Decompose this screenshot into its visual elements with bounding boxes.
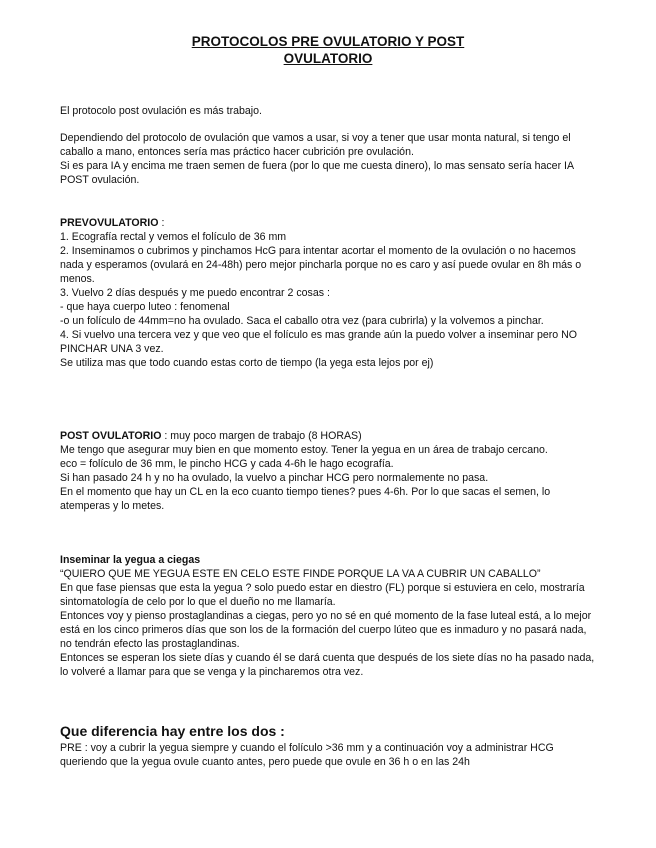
list-item: 3. Vuelvo 2 días después y me puedo encontrar 2 cosas : bbox=[60, 287, 330, 299]
list-item: Entonces voy y pienso prostaglandinas a ciegas, pero yo no sé en qué momento de la fase luteal está, a lo mejor está en los cinco primeros días que son los de la formación del cuerpo lúteo que es inmaduro y no pasará nada, no tendrán efecto las prostaglandinas. bbox=[60, 610, 592, 650]
section-heading: POST OVULATORIO : muy poco margen de trabajo (8 HORAS) bbox=[60, 430, 362, 442]
intro-paragraph-1: El protocolo post ovulación es más trabajo. bbox=[60, 105, 262, 117]
section-heading-diferencia: Que diferencia hay entre los dos : bbox=[60, 723, 285, 739]
title-line-1: PROTOCOLOS PRE OVULATORIO Y POST bbox=[191, 34, 465, 49]
section-heading: PREVOVULATORIO : bbox=[60, 217, 165, 229]
list-item: 4. Si vuelvo una tercera vez y que veo que el folículo es mas grande aún la puedo volver a inseminar pero NO PINCHAR UNA 3 vez. bbox=[60, 329, 578, 355]
title-line-2: OVULATORIO bbox=[283, 51, 373, 66]
list-item: -o un folículo de 44mm=no ha ovulado. Saca el caballo otra vez (para cubrirla) y la volvemos a pinchar. bbox=[60, 315, 544, 327]
section-prevovulatorio bbox=[60, 216, 596, 370]
list-item: 2. Inseminamos o cubrimos y pinchamos HcG para intentar acortar el momento de la ovulación o no hacemos nada y esperamos (ovulará en 24-48h) pero mejor pincharla porque no es caro y así puede ovular en 8h más o menos. bbox=[60, 245, 582, 285]
list-item: Me tengo que asegurar muy bien en que momento estoy. Tener la yegua en un área de trabajo cercano. bbox=[60, 444, 548, 456]
list-item: Entonces se esperan los siete días y cuando él se dará cuenta que después de los siete días no ha pasado nada, lo volveré a llamar para que se venga y la pincharemos otra vez. bbox=[60, 652, 595, 678]
list-item: 1. Ecografía rectal y vemos el folículo de 36 mm bbox=[60, 231, 287, 243]
section-inseminar-a-ciegas bbox=[60, 553, 596, 679]
list-item: Se utiliza mas que todo cuando estas corto de tiempo (la yega esta lejos por ej) bbox=[60, 357, 434, 369]
list-item: eco = folículo de 36 mm, le pincho HCG y cada 4-6h le hago ecografía. bbox=[60, 458, 394, 470]
intro-paragraph-2: Dependiendo del protocolo de ovulación que vamos a usar, si voy a tener que usar monta natural, si tengo el caballo a mano, entonces sería mas práctico hacer cubrición pre ovulación. Si es para IA y encima me traen semen de fuera (por lo que me cuesta dinero), lo mas sensato sería hacer IA POST ovulación. bbox=[60, 132, 574, 186]
list-item: “QUIERO QUE ME YEGUA ESTE EN CELO ESTE FINDE PORQUE LA VA A CUBRIR UN CABALLO” bbox=[60, 568, 541, 580]
document-title bbox=[60, 33, 596, 67]
list-item: En que fase piensas que esta la yegua ? solo puedo estar en diestro (FL) porque si estuviera en celo, mostraría sintomatología de celo por lo que el dueño no me llamaría. bbox=[60, 582, 585, 608]
list-item: En el momento que hay un CL en la eco cuanto tiempo tienes? pues 4-6h. Por lo que sacas el semen, lo atemperas y lo metes. bbox=[60, 486, 551, 512]
section-diferencia-body bbox=[60, 741, 596, 769]
section-heading: Inseminar la yegua a ciegas bbox=[60, 554, 201, 566]
list-item: PRE : voy a cubrir la yegua siempre y cuando el folículo >36 mm y a continuación voy a administrar HCG queriendo que la yegua ovule cuanto antes, pero puede que ovule en 36 h o en las 24h bbox=[60, 742, 554, 768]
list-item: Si han pasado 24 h y no ha ovulado, la vuelvo a pinchar HCG pero normalemente no pasa. bbox=[60, 472, 489, 484]
section-post-ovulatorio bbox=[60, 429, 596, 513]
list-item: - que haya cuerpo luteo : fenomenal bbox=[60, 301, 230, 313]
